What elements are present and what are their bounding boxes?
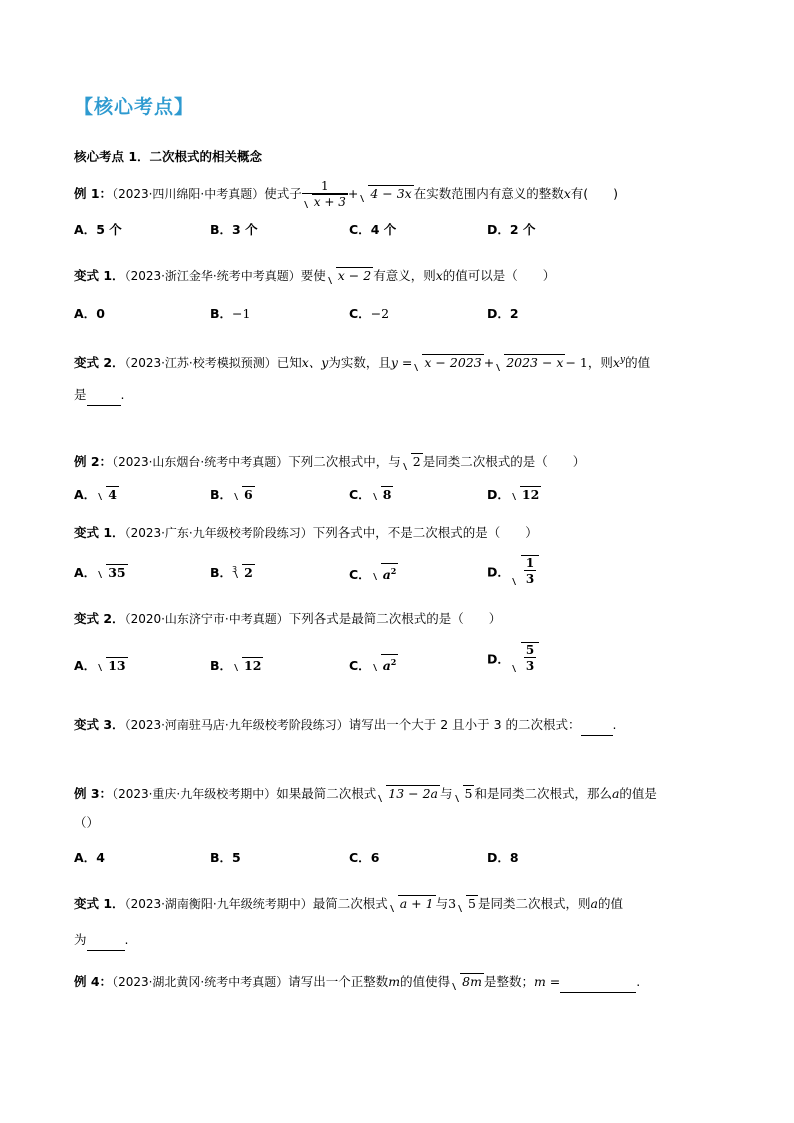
option-a[interactable]: A． 4 (74, 487, 117, 502)
option-a[interactable]: A．0 (74, 306, 105, 321)
option-d[interactable]: D． $\frac{5}{3}$ (487, 642, 539, 674)
answer-blank[interactable] (87, 930, 125, 951)
radical: a + 1 (389, 894, 436, 914)
variant-1c-line2: 为 . (74, 930, 129, 951)
question-source: （2020·山东济宁市·中考真题） (124, 612, 289, 626)
question-label: 变式 1． (74, 525, 125, 540)
question-source: （2023·重庆·九年级校考期中） (112, 787, 277, 801)
variant-1a-question: 变式 1．（2023·浙江金华·统考中考真题）要使 x − 2 有意义，则x的值可以是（ ） (74, 266, 555, 286)
example-4-question: 例 4：（2023·湖北黄冈·统考中考真题）请写出一个正整数m的值使得 8m 是整数；m = . (74, 972, 640, 993)
radical: x − 2 (327, 266, 373, 286)
fraction: $\frac{1}{x + 3}$ (302, 179, 348, 210)
radical: 8m (451, 972, 484, 992)
question-source: （2023·湖北黄冈·统考中考真题） (112, 975, 289, 989)
option-c[interactable]: C． 8 (349, 487, 392, 502)
option-c[interactable]: C． $a^2$ (349, 654, 398, 674)
option-a[interactable]: A． 13 (74, 658, 126, 673)
variant-1c-question: 变式 1．（2023·湖南衡阳·九年级统考期中）最简二次根式 a + 1 与3 5 是同类二次根式，则a的值 (74, 894, 623, 914)
option-b[interactable]: B．−1 (210, 306, 251, 321)
example-1-question: 例 1：（2023·四川绵阳·中考真题）使式子 $\frac{1}{x + 3}$ + 4 − 3x 在实数范围内有意义的整数x有( ) (74, 179, 619, 209)
question-label: 变式 2． (74, 355, 125, 371)
radical: 13 − 2a (377, 784, 440, 804)
question-source: （2023·江苏·校考模拟预测） (124, 356, 277, 371)
option-d[interactable]: D．2 (487, 306, 519, 321)
answer-blank[interactable] (87, 385, 121, 406)
page-title: 【核心考点】 (74, 96, 195, 118)
question-text: 使式子 (264, 186, 302, 201)
question-source: （2023·四川绵阳·中考真题） (112, 187, 265, 201)
radical: 4 − 3x (359, 184, 413, 204)
option-d[interactable]: D． 12 (487, 487, 540, 502)
variant-2a-question: 变式 2．（2023·江苏·校考模拟预测）已知x、y为实数，且y = x − 2023 + 2023 − x − 1，则$x^y$的值 (74, 350, 650, 373)
option-d[interactable]: D． $\frac{1}{3}$ (487, 555, 539, 587)
option-b[interactable]: B．5 (210, 850, 241, 865)
radical: 5 (457, 894, 478, 914)
variant-1b-question: 变式 1．（2023·广东·九年级校考阶段练习）下列各式中，不是二次根式的是（ ） (74, 525, 538, 540)
question-source: （2023·湖南衡阳·九年级统考期中） (124, 897, 313, 911)
option-d[interactable]: D．8 (487, 850, 519, 865)
question-label: 例 3： (74, 786, 113, 801)
option-a[interactable]: A． 35 (74, 565, 126, 580)
variant-2a-line2: 是 . (74, 385, 125, 406)
option-b[interactable]: B．$^3$ 2 (210, 564, 253, 580)
option-b[interactable]: B．3 个 (210, 222, 258, 237)
option-a[interactable]: A．5 个 (74, 222, 122, 237)
question-source: （2023·河南驻马店·九年级校考阶段练习） (124, 718, 349, 732)
radical: x − 2023 (413, 353, 483, 373)
variant-3b-question: 变式 3．（2023·河南驻马店·九年级校考阶段练习）请写出一个大于 2 且小于 3 的二次根式： . (74, 715, 617, 736)
option-b[interactable]: B． 6 (210, 487, 253, 502)
question-label: 变式 2． (74, 611, 125, 626)
question-source: （2023·山东烟台·统考中考真题） (112, 455, 289, 469)
question-label: 例 2： (74, 454, 113, 469)
radical: 2023 − x (495, 353, 565, 373)
example-2-question: 例 2：（2023·山东烟台·统考中考真题）下列二次根式中，与 2 是同类二次根式的是（ ） (74, 452, 585, 472)
option-c[interactable]: C．6 (349, 850, 380, 865)
option-c[interactable]: C． $a^2$ (349, 563, 398, 583)
variant-2b-question: 变式 2．（2020·山东济宁市·中考真题）下列各式是最简二次根式的是（ ） (74, 611, 502, 626)
section-heading: 核心考点 1．二次根式的相关概念 (74, 149, 263, 164)
option-c[interactable]: C．−2 (349, 306, 390, 321)
question-label: 例 4： (74, 974, 113, 989)
radical: 5 (454, 784, 475, 804)
answer-blank[interactable] (560, 972, 636, 993)
answer-blank[interactable] (581, 715, 613, 736)
question-label: 变式 1． (74, 268, 125, 283)
option-b[interactable]: B． 12 (210, 658, 262, 673)
radical: 2 (402, 452, 423, 472)
example-3-line2: （） (74, 815, 100, 830)
option-a[interactable]: A．4 (74, 850, 105, 865)
example-3-question: 例 3：（2023·重庆·九年级校考期中）如果最简二次根式 13 − 2a 与 5 和是同类二次根式，那么a的值是 (74, 784, 657, 804)
question-source: （2023·广东·九年级校考阶段练习） (124, 526, 313, 540)
question-label: 变式 1． (74, 896, 125, 911)
option-d[interactable]: D．2 个 (487, 222, 536, 237)
question-label: 变式 3． (74, 717, 125, 732)
option-c[interactable]: C．4 个 (349, 222, 397, 237)
question-label: 例 1： (74, 186, 113, 201)
question-source: （2023·浙江金华·统考中考真题） (124, 269, 301, 283)
